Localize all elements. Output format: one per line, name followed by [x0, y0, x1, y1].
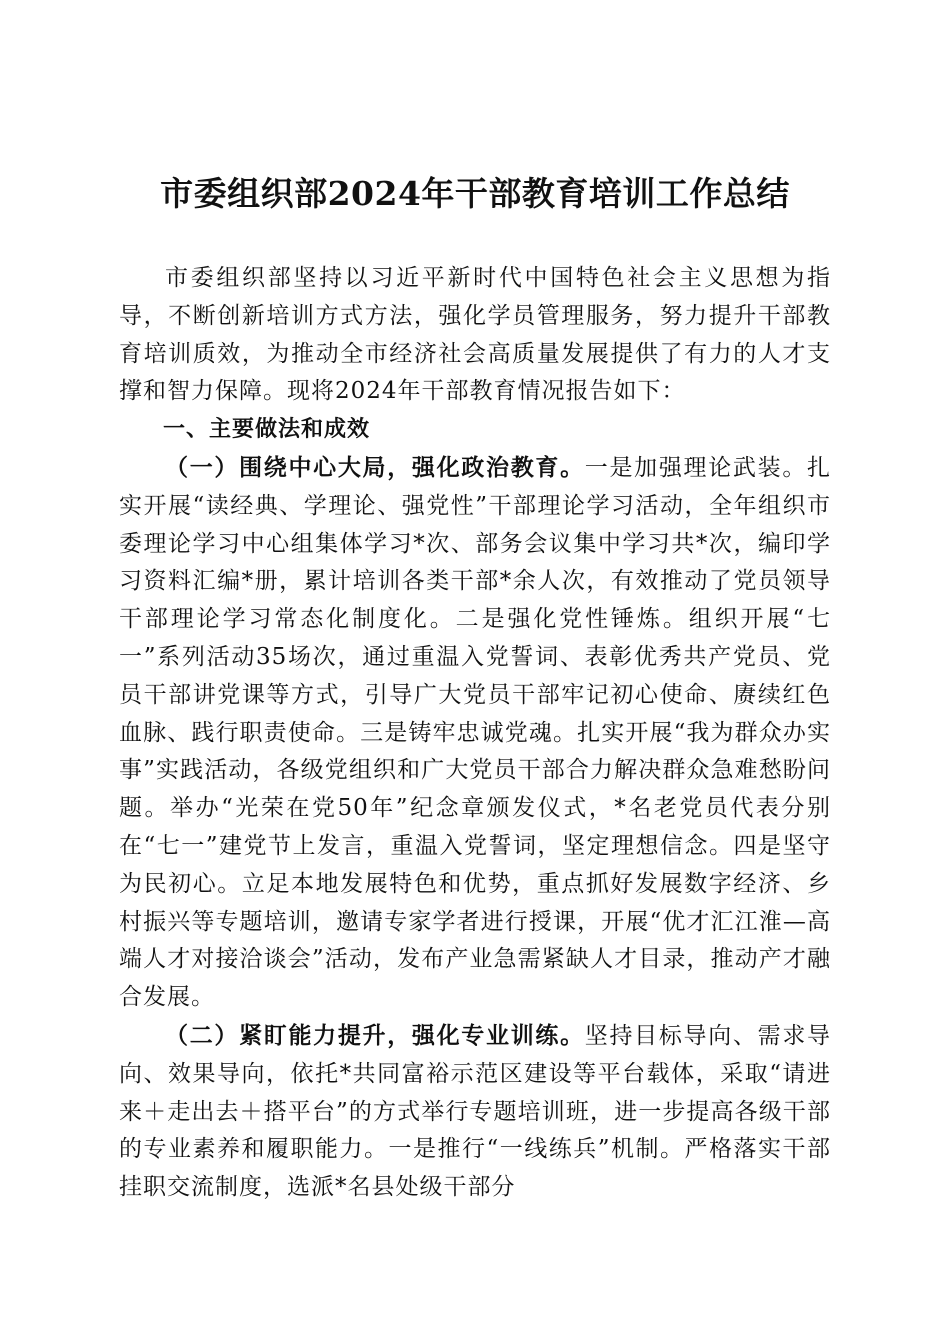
subsection-text-2: 坚持目标导向、需求导向、效果导向，依托*共同富裕示范区建设等平台载体，采取“请进来＋走出去＋搭平台”的方式举行专题培训班，进一步提高各级干部的专业素养和履职能力。一是推行“一线练兵”机制。严格落实干部挂职交流制度，选派*名县处级干部分 — [119, 1022, 832, 1201]
document-body — [119, 260, 831, 1207]
subsection-text-1: 一是加强理论武装。扎实开展“读经典、学理论、强党性”干部理论学习活动，全年组织市委理论学习中心组集体学习*次、部务会议集中学习共*次，编印学习资料汇编*册，累计培训各类干部*余人次，有效推动了党员领导干部理论学习常态化制度化。二是强化党性锤炼。组织开展“七一”系列活动35场次，通过重温入党誓词、表彰优秀共产党员、党员干部讲党课等方式，引导广大党员干部牢记初心使命、赓续红色血脉、践行职责使命。三是铸牢忠诚党魂。扎实开展“我为群众办实事”实践活动，各级党组织和广大党员干部合力解决群众急难愁盼问题。举办“光荣在党50年”纪念章颁发仪式，*名老党员代表分别在“七一”建党节上发言，重温入党誓词，坚定理想信念。四是坚守为民初心。立足本地发展特色和优势，重点抓好发展数字经济、乡村振兴等专题培训，邀请专家学者进行授课，开展“优才汇江淮—高端人才对接洽谈会”活动，发布产业急需紧缺人才目录，推动产才融合发展。 — [119, 454, 832, 1011]
section-heading: 一、主要做法和成效 — [163, 417, 371, 443]
intro-paragraph: 市委组织部坚持以习近平新时代中国特色社会主义思想为指导，不断创新培训方式方法，强化学员管理服务，努力提升干部教育培训质效，为推动全市经济社会高质量发展提供了有力的人才支撑和智力保障。现将2024年干部教育情况报告如下： — [119, 265, 831, 405]
subsection-lead-1: （一）围绕中心大局，强化政治教育。 — [165, 453, 585, 481]
document-title: 市委组织部2024年干部教育培训工作总结 — [160, 174, 790, 213]
subsection-paragraph-1 — [119, 449, 831, 1017]
subsection-lead-2: （二）紧盯能力提升，强化专业训练。 — [165, 1021, 585, 1049]
subsection-paragraph-2 — [119, 1017, 831, 1207]
